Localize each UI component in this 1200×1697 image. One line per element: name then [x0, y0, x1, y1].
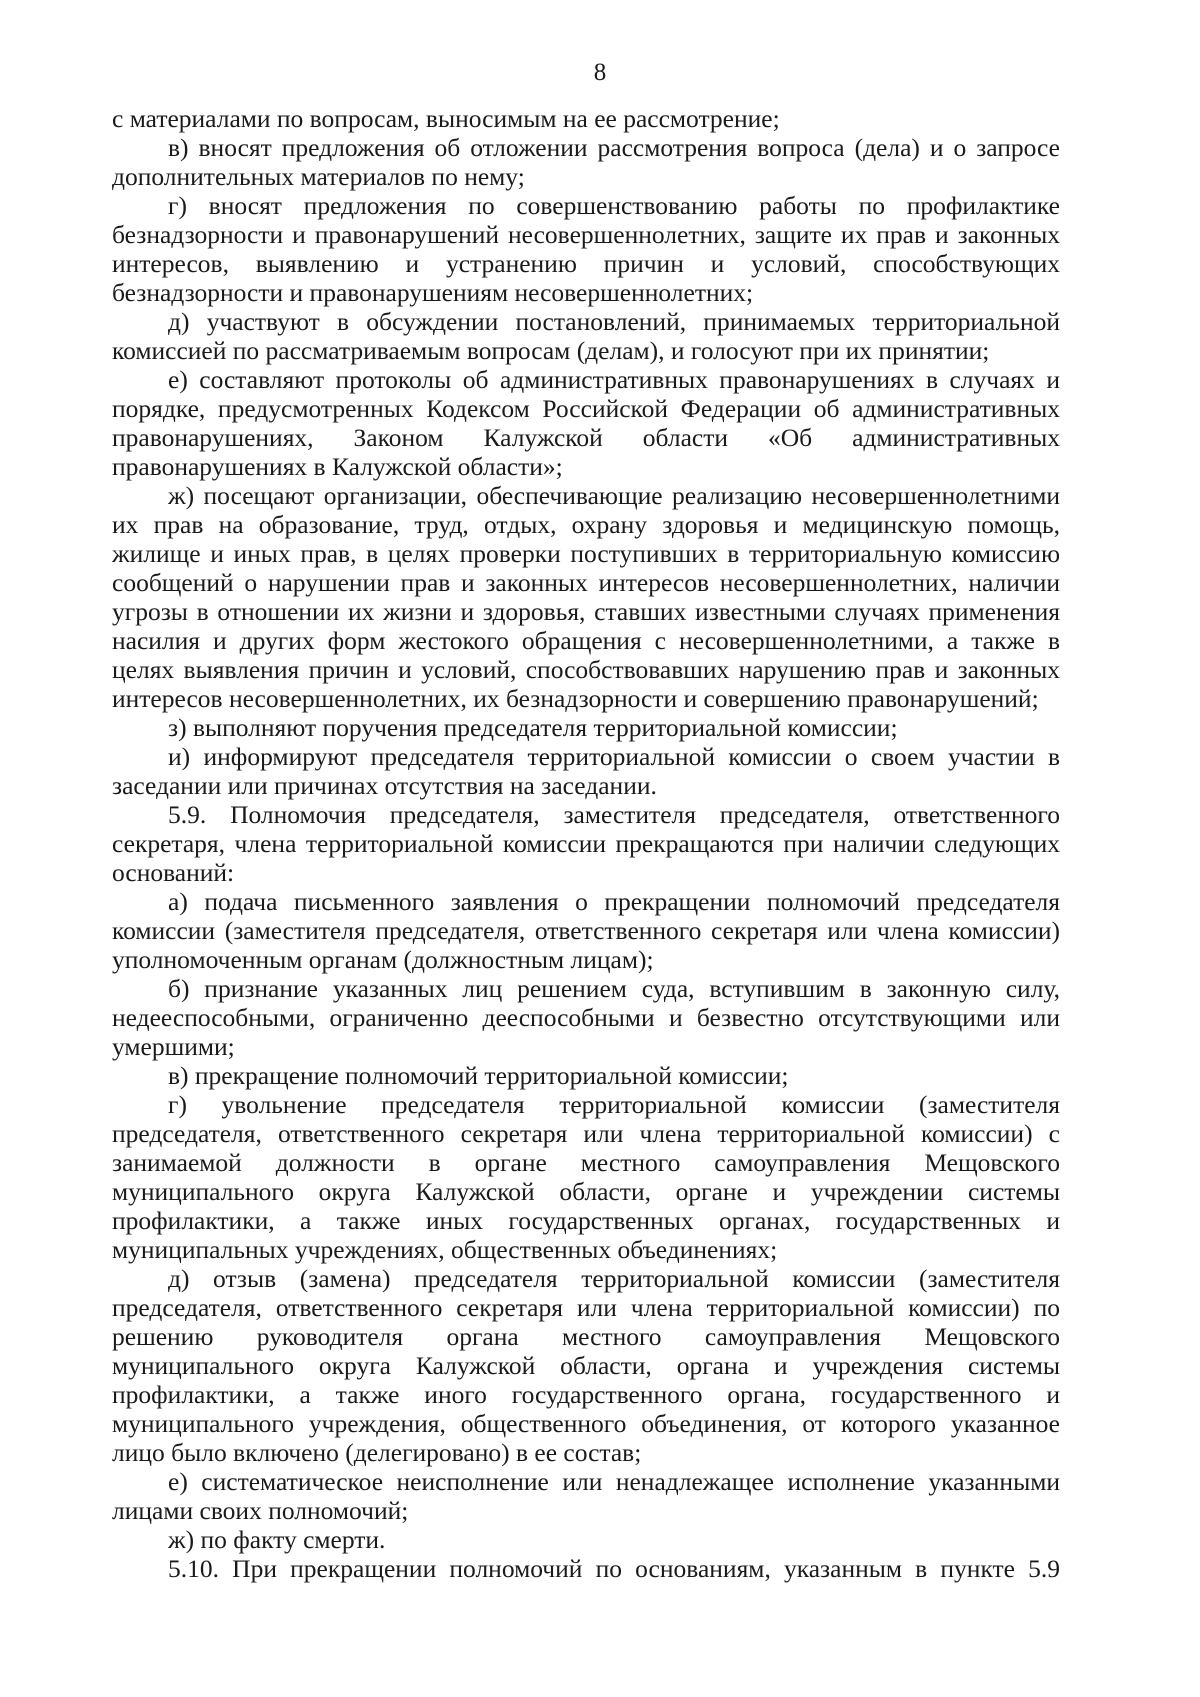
paragraph: в) прекращение полномочий территориальной комиссии;	[168, 1061, 789, 1090]
paragraph: з) выполняют поручения председателя территориальной комиссии;	[168, 713, 898, 742]
document-body	[112, 104, 1060, 1583]
paragraph: 5.10. При прекращении полномочий по основаниям, указанным в пункте 5.9	[168, 1554, 1060, 1583]
paragraph: ж) посещают организации, обеспечивающие реализацию несовершеннолетними их прав на образование, труд, отдых, охрану здоровья и медицинскую помощь, жилище и иных прав, в целях проверки поступивших в территориальную комиссию сообщений о нарушении прав и законных интересов несовершеннолетних, наличии угрозы в отношении их жизни и здоровья, ставших известными случаях применения насилия и других форм жестокого обращения с несовершеннолетними, а также в целях выявления причин и условий, способствовавших нарушению прав и законных интересов несовершеннолетних, их безнадзорности и совершению правонарушений;	[112, 481, 1060, 713]
paragraph: 5.9. Полномочия председателя, заместителя председателя, ответственного секретаря, члена территориальной комиссии прекращаются при наличии следующих оснований:	[112, 800, 1060, 887]
paragraph: а) подача письменного заявления о прекращении полномочий председателя комиссии (заместителя председателя, ответственного секретаря или члена комиссии) уполномоченным органам (должностным лицам);	[112, 887, 1060, 974]
paragraph: в) вносят предложения об отложении рассмотрения вопроса (дела) и о запросе дополнительных материалов по нему;	[112, 133, 1060, 191]
paragraph: г) увольнение председателя территориальной комиссии (заместителя председателя, ответственного секретаря или члена территориальной комиссии) с занимаемой должности в органе местного самоуправления Мещовского муниципального округа Калужской области, органе и учреждении системы профилактики, а также иных государственных органах, государственных и муниципальных учреждениях, общественных объединениях;	[112, 1090, 1060, 1264]
paragraph: д) участвуют в обсуждении постановлений, принимаемых территориальной комиссией по рассматриваемым вопросам (делам), и голосуют при их принятии;	[112, 307, 1060, 365]
paragraph: с материалами по вопросам, выносимым на ее рассмотрение;	[112, 104, 780, 133]
paragraph: е) составляют протоколы об административных правонарушениях в случаях и порядке, предусмотренных Кодексом Российской Федерации об административных правонарушениях, Законом Калужской области «Об административных правонарушениях в Калужской области»;	[112, 365, 1060, 481]
paragraph: г) вносят предложения по совершенствованию работы по профилактике безнадзорности и правонарушений несовершеннолетних, защите их прав и законных интересов, выявлению и устранению причин и условий, способствующих безнадзорности и правонарушениям несовершеннолетних;	[112, 191, 1060, 307]
paragraph: б) признание указанных лиц решением суда, вступившим в законную силу, недееспособными, ограниченно дееспособными и безвестно отсутствующими или умершими;	[112, 974, 1060, 1061]
page-number: 8	[593, 59, 607, 86]
paragraph: и) информируют председателя территориальной комиссии о своем участии в заседании или причинах отсутствия на заседании.	[112, 742, 1060, 800]
paragraph: е) систематическое неисполнение или ненадлежащее исполнение указанными лицами своих полномочий;	[112, 1467, 1060, 1525]
paragraph: д) отзыв (замена) председателя территориальной комиссии (заместителя председателя, ответственного секретаря или члена территориальной комиссии) по решению руководителя органа местного самоуправления Мещовского муниципального округа Калужской области, органа и учреждения системы профилактики, а также иного государственного органа, государственного и муниципального учреждения, общественного объединения, от которого указанное лицо было включено (делегировано) в ее состав;	[112, 1264, 1060, 1467]
paragraph: ж) по факту смерти.	[168, 1525, 386, 1554]
